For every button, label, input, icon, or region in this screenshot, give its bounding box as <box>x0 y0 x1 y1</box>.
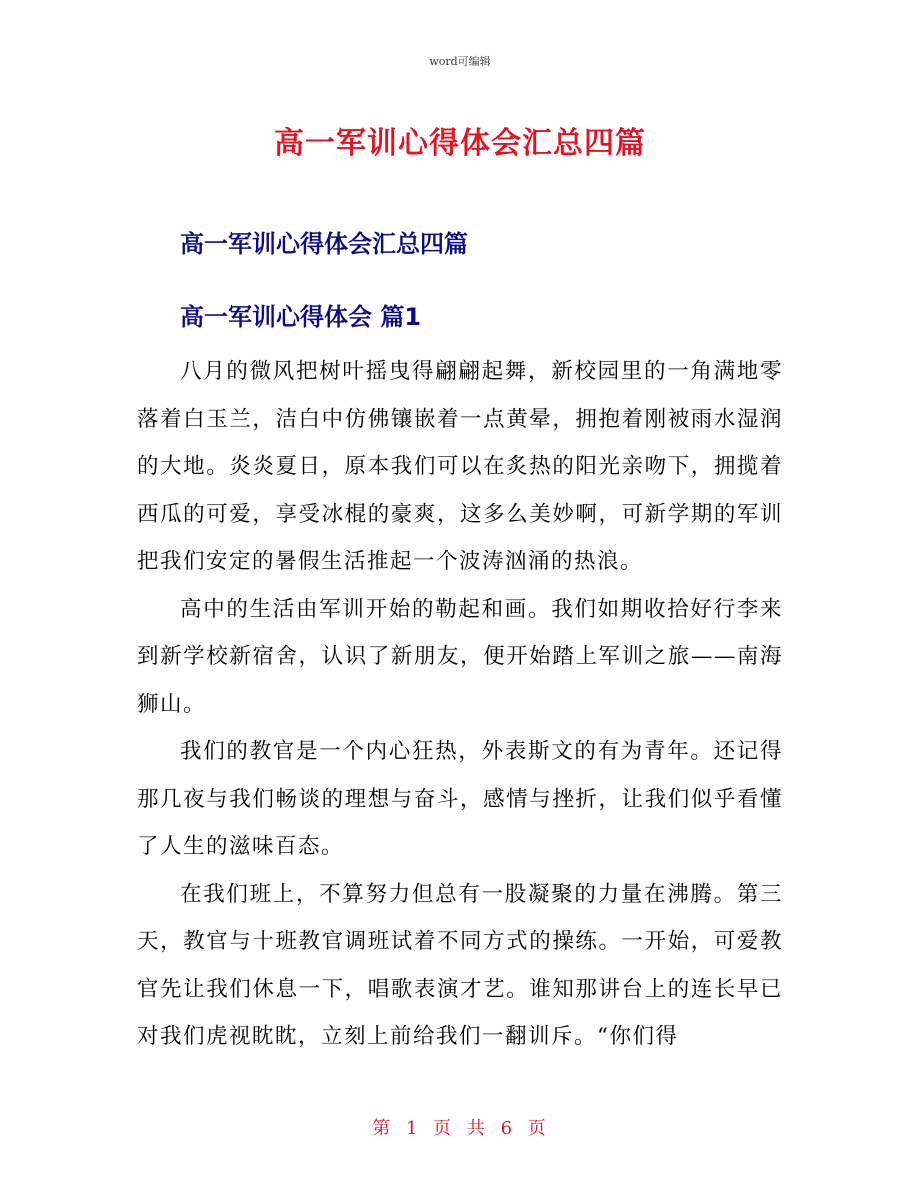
body-content <box>137 348 783 1061</box>
paragraph-3: 我们的教官是一个内心狂热，外表斯文的有为青年。还记得那几夜与我们畅谈的理想与奋斗，感情与挫折，让我们似乎看懂了人生的滋味百态。 <box>137 739 783 859</box>
paragraph-1: 八月的微风把树叶摇曳得翩翩起舞，新校园里的一角满地零落着白玉兰，洁白中仿佛镶嵌着一点黄晕，拥抱着刚被雨水湿润的大地。炎炎夏日，原本我们可以在炙热的阳光亲吻下，拥揽着西瓜的可爱，享受冰棍的豪爽，这多么美妙啊，可新学期的军训把我们安定的暑假生活推起一个波涛汹涌的热浪。 <box>137 359 783 574</box>
subsection-heading: 高一军训心得体会 篇1 <box>180 303 422 331</box>
paragraph-4: 在我们班上，不算努力但总有一股凝聚的力量在沸腾。第三天，教官与十班教官调班试着不同方式的操练。一开始，可爱教官先让我们休息一下，唱歌表演才艺。谁知那讲台上的连长早已对我们虎视眈眈，立刻上前给我们一翻训斥。“你们得 <box>137 881 783 1049</box>
document-title: 高一军训心得体会汇总四篇 <box>274 126 646 161</box>
section-heading: 高一军训心得体会汇总四篇 <box>180 230 468 258</box>
page-header-note: word可编辑 <box>429 55 491 68</box>
page-footer: 第 1 页 共 6 页 <box>372 1118 548 1139</box>
paragraph-2: 高中的生活由军训开始的勒起和画。我们如期收拾好行李来到新学校新宿舍，认识了新朋友，便开始踏上军训之旅——南海狮山。 <box>137 596 783 717</box>
